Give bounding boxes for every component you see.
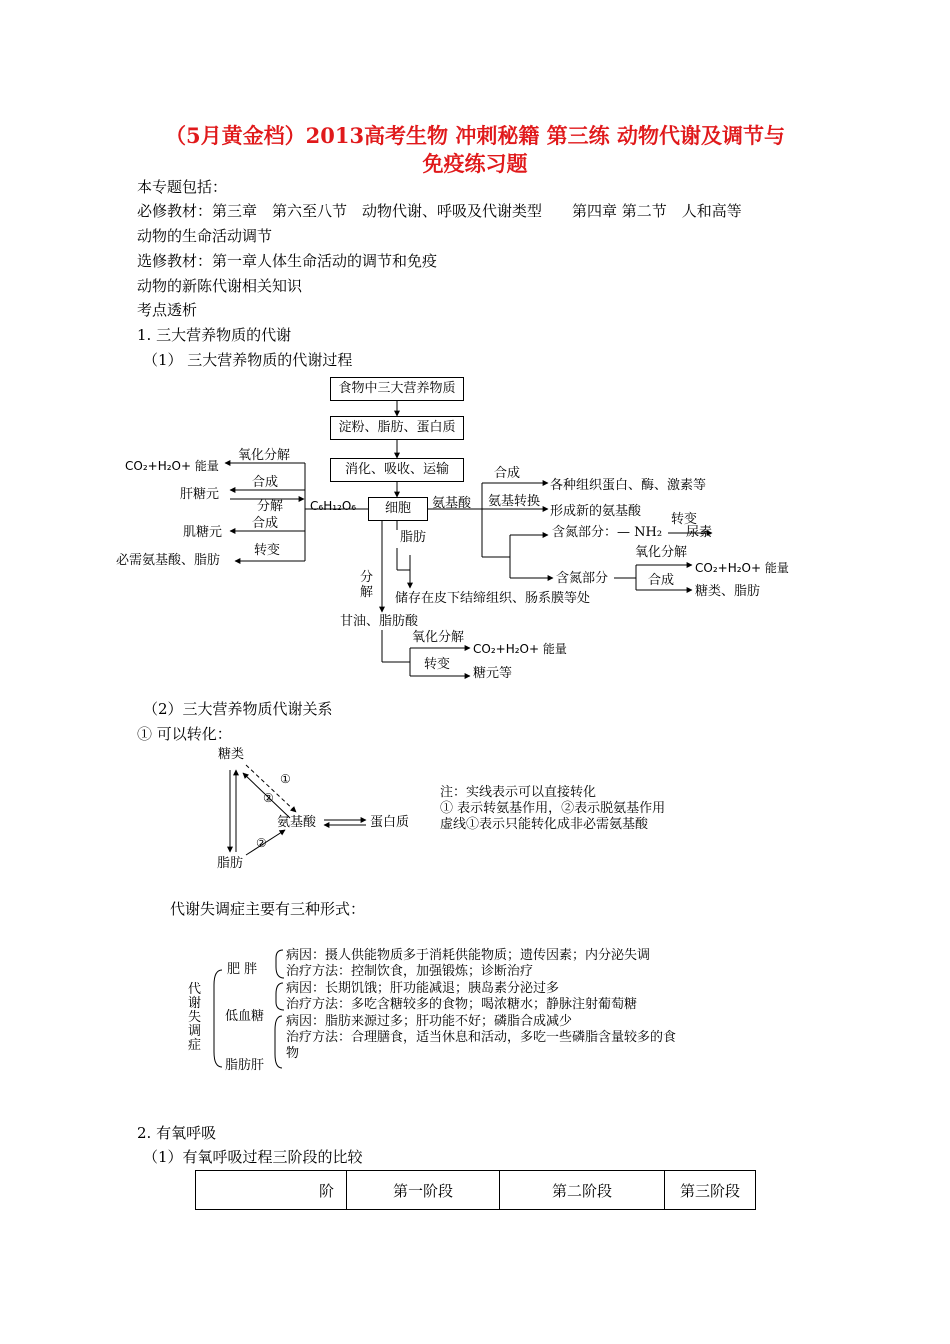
disorder-hypoglycemia: 低血糖 xyxy=(225,1009,265,1024)
label-synth2: 合成 xyxy=(252,516,279,531)
rel-sugar: 糖类 xyxy=(218,747,245,762)
label-transform1: 转变 xyxy=(254,543,281,558)
label-glycogen-etc: 糖元等 xyxy=(473,666,513,681)
label-new-aa: 形成新的氨基酸 xyxy=(550,504,642,519)
disorder-obesity-treat: 治疗方法：控制饮食，加强锻炼；诊断治疗 xyxy=(286,964,534,979)
disorder-obesity: 肥 胖 xyxy=(227,962,258,977)
label-glycerol: 甘油、脂肪酸 xyxy=(340,614,419,629)
label-n-part: 含氮部分：— NH₂ xyxy=(552,525,663,540)
label-transamination: 氨基转换 xyxy=(488,494,541,509)
rel-note3: 虚线①表示只能转化成非必需氨基酸 xyxy=(440,817,649,832)
label-decompose-vertical: 分解 xyxy=(360,570,374,600)
rel-amino-acid: 氨基酸 xyxy=(277,815,317,830)
label-muscle-glycogen: 肌糖元 xyxy=(183,525,223,540)
rel-circle-1: ① xyxy=(280,772,291,786)
label-glucose: C₆H₁₂O₆ xyxy=(310,499,357,513)
rel-protein: 蛋白质 xyxy=(370,815,410,830)
label-synth4: 合成 xyxy=(648,573,675,588)
intro-line3: 动物的生命活动调节 xyxy=(137,227,273,245)
disorder-fatty-liver: 脂肪肝 xyxy=(225,1058,265,1073)
intro-line2: 必修教材：第三章 第六至八节 动物代谢、呼吸及代谢类型 第四章 第二节 人和高等 xyxy=(137,202,742,220)
label-essential: 必需氨基酸、脂肪 xyxy=(116,553,221,568)
table-cell: 第二阶段 xyxy=(500,1171,665,1210)
section1-item1: ① 可以转化： xyxy=(137,725,232,743)
disorder-heading: 代谢失调症主要有三种形式： xyxy=(170,900,366,918)
title-line1: （5月黄金档）2013高考生物 冲刺秘籍 第三练 动物代谢及调节与 xyxy=(165,123,785,148)
label-oxidize2: 氧化分解 xyxy=(635,545,688,560)
title-line2: 免疫练习题 xyxy=(422,151,528,176)
section2-sub1: （1）有氧呼吸过程三阶段的比较 xyxy=(143,1148,363,1166)
table-cell: 第三阶段 xyxy=(665,1171,756,1210)
rel-fat: 脂肪 xyxy=(217,856,244,871)
label-synth3: 合成 xyxy=(494,466,521,481)
label-sugar-fat: 糖类、脂肪 xyxy=(695,584,761,599)
disorder-obesity-cause: 病因：摄人供能物质多于消耗供能物质；遗传因素；内分泌失调 xyxy=(286,948,651,963)
disorder-fl-cause: 病因：脂肪来源过多；肝功能不好；磷脂合成减少 xyxy=(286,1014,573,1029)
label-urea: 尿素 xyxy=(686,525,713,540)
label-fat: 脂肪 xyxy=(400,530,427,545)
section1-sub1: （1） 三大营养物质的代谢过程 xyxy=(143,351,353,369)
table-cell: 阶 xyxy=(196,1171,347,1210)
label-synth1: 合成 xyxy=(252,475,279,490)
box-digestion: 消化、吸收、运输 xyxy=(330,458,464,482)
label-energy3: CO₂+H₂O+ 能量 xyxy=(473,642,567,656)
label-oxidize3: 氧化分解 xyxy=(412,630,465,645)
label-non-n-part: 含氮部分 xyxy=(556,571,609,586)
disorder-hypo-cause: 病因：长期饥饿；肝功能减退；胰岛素分泌过多 xyxy=(286,981,560,996)
stages-table xyxy=(195,1170,756,1210)
rel-note1: 注：实线表示可以直接转化 xyxy=(440,785,597,800)
label-oxidize1: 氧化分解 xyxy=(238,448,291,463)
disorder-fl-treat1: 治疗方法：合理膳食，适当休息和活动，多吃一些磷脂含量较多的食 xyxy=(286,1030,677,1045)
intro-line6: 考点透析 xyxy=(137,301,198,319)
rel-circle-2b: ② xyxy=(256,836,267,850)
section2-heading: 2. 有氧呼吸 xyxy=(137,1124,217,1142)
box-food-nutrients: 食物中三大营养物质 xyxy=(330,377,464,401)
label-energy2: CO₂+H₂O+ 能量 xyxy=(695,561,789,575)
label-energy1: CO₂+H₂O+ 能量 xyxy=(125,459,219,473)
table-row xyxy=(196,1171,756,1210)
disorder-vertical-label: 代谢失调症 xyxy=(188,982,202,1053)
disorder-hypo-treat: 治疗方法：多吃含糖较多的食物；喝浓糖水；静脉注射葡萄糖 xyxy=(286,997,638,1012)
label-decompose: 分解 xyxy=(257,499,284,514)
label-liver-glycogen: 肝糖元 xyxy=(180,487,220,502)
table-cell: 第一阶段 xyxy=(347,1171,500,1210)
intro-line1: 本专题包括： xyxy=(137,178,228,196)
rel-note2: ① 表示转氨基作用，②表示脱氨基作用 xyxy=(440,801,666,816)
label-transform2: 转变 xyxy=(671,512,698,527)
section1-sub2: （2）三大营养物质代谢关系 xyxy=(143,700,333,718)
disorder-fl-treat2: 物 xyxy=(286,1046,300,1061)
label-transform3: 转变 xyxy=(424,657,451,672)
label-storage: 储存在皮下结缔组织、肠系膜等处 xyxy=(395,591,591,606)
intro-line4: 选修教材：第一章人体生命活动的调节和免疫 xyxy=(137,252,438,270)
section1-heading: 1. 三大营养物质的代谢 xyxy=(137,326,292,344)
intro-line5: 动物的新陈代谢相关知识 xyxy=(137,277,303,295)
box-nutrients: 淀粉、脂肪、蛋白质 xyxy=(330,416,464,440)
label-proteins: 各种组织蛋白、酶、激素等 xyxy=(550,478,707,493)
label-amino-acid: 氨基酸 xyxy=(432,496,472,511)
rel-circle-2a: ② xyxy=(263,791,274,805)
box-cell: 细胞 xyxy=(368,497,428,521)
